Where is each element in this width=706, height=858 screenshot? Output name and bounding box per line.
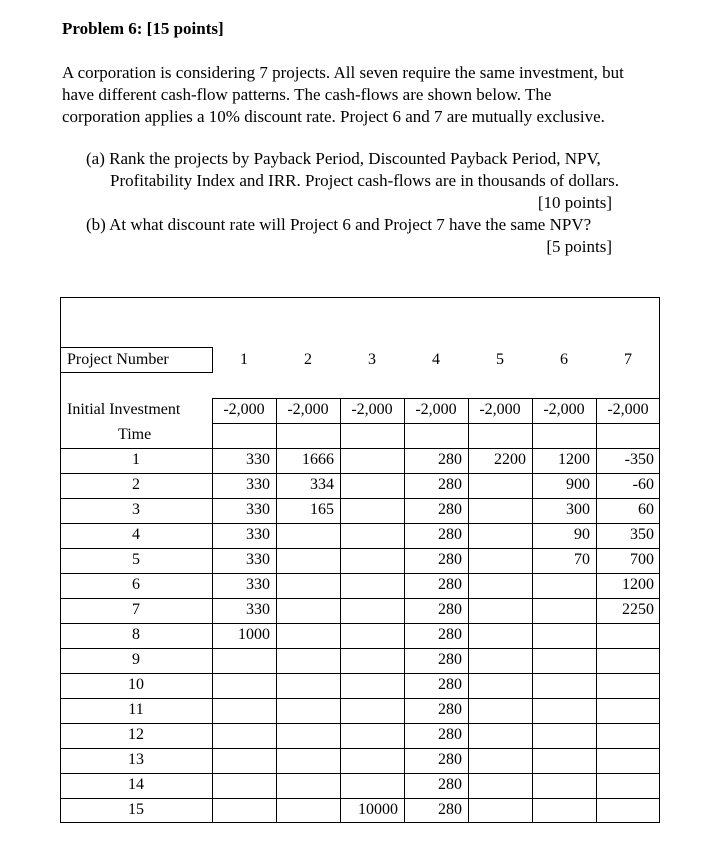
grid-hline: [60, 748, 660, 749]
cash-flow-cell: 2250: [622, 601, 654, 618]
cash-flow-cell: 70: [574, 551, 590, 568]
grid-hline: [60, 523, 660, 524]
project-number-2: 2: [304, 351, 312, 368]
grid-hline: [212, 423, 660, 424]
cash-flow-cell: 700: [630, 551, 654, 568]
cash-flow-cell: 350: [630, 526, 654, 543]
time-cell: 8: [132, 626, 140, 643]
intro-line-2: have different cash-flow patterns. The cash-flows are shown below. The: [62, 85, 552, 104]
time-cell: 2: [132, 476, 140, 493]
cash-flow-cell: 330: [246, 551, 270, 568]
time-cell: 6: [132, 576, 140, 593]
cash-flow-cell: 280: [438, 651, 462, 668]
grid-hline: [60, 698, 660, 699]
grid-hline: [60, 822, 660, 823]
project-number-6: 6: [560, 351, 568, 368]
grid-hline: [60, 448, 660, 449]
cash-flow-cell: 60: [638, 501, 654, 518]
cash-flow-cell: 90: [574, 526, 590, 543]
initial-investment-1: -2,000: [223, 401, 265, 418]
part-a-line-1: (a) Rank the projects by Payback Period, Discounted Payback Period, NPV,: [86, 149, 601, 168]
initial-investment-5: -2,000: [479, 401, 521, 418]
cash-flow-cell: 280: [438, 726, 462, 743]
project-number-label: Project Number: [67, 351, 169, 368]
project-number-7: 7: [624, 351, 632, 368]
time-cell: 12: [128, 726, 144, 743]
grid-hline: [60, 648, 660, 649]
cash-flow-cell: 280: [438, 526, 462, 543]
cash-flow-cell: 1200: [622, 576, 654, 593]
part-a-line-2: Profitability Index and IRR. Project cash-flows are in thousands of dollars.: [110, 171, 619, 190]
time-label: Time: [118, 426, 152, 443]
intro-line-3: corporation applies a 10% discount rate. Project 6 and 7 are mutually exclusive.: [62, 107, 605, 126]
cash-flow-cell: 1200: [558, 451, 590, 468]
time-cell: 14: [128, 776, 144, 793]
cash-flow-cell: 280: [438, 626, 462, 643]
cash-flow-cell: 165: [310, 501, 334, 518]
initial-investment-3: -2,000: [351, 401, 393, 418]
cash-flow-cell: 280: [438, 801, 462, 818]
initial-investment-2: -2,000: [287, 401, 329, 418]
time-cell: 5: [132, 551, 140, 568]
time-cell: 1: [132, 451, 140, 468]
cash-flow-cell: -60: [632, 476, 654, 493]
grid-hline: [60, 498, 660, 499]
grid-hline: [60, 673, 660, 674]
intro-line-1: A corporation is considering 7 projects. All seven require the same investment, but: [62, 63, 624, 82]
grid-hline: [60, 548, 660, 549]
time-cell: 11: [128, 701, 144, 718]
grid-hline: [60, 623, 660, 624]
project-number-5: 5: [496, 351, 504, 368]
part-b-points: [5 points]: [546, 237, 612, 256]
cash-flow-cell: 280: [438, 776, 462, 793]
cash-flow-cell: 280: [438, 751, 462, 768]
cash-flow-cell: 280: [438, 701, 462, 718]
time-cell: 10: [128, 676, 144, 693]
grid-hline: [60, 598, 660, 599]
cash-flow-cell: 280: [438, 576, 462, 593]
part-b-line-1: (b) At what discount rate will Project 6 and Project 7 have the same NPV?: [86, 215, 592, 234]
time-cell: 15: [128, 801, 144, 818]
grid-hline: [60, 723, 660, 724]
cash-flow-cell: 330: [246, 501, 270, 518]
cash-flow-cell: 334: [310, 476, 334, 493]
grid-hline: [60, 773, 660, 774]
cash-flow-cell: 10000: [358, 801, 398, 818]
grid-hline: [212, 398, 660, 399]
cash-flow-cell: 280: [438, 676, 462, 693]
initial-investment-label: Initial Investment: [67, 401, 181, 418]
cash-flow-cell: 900: [566, 476, 590, 493]
grid-hline: [60, 573, 660, 574]
cash-flow-cell: -350: [624, 451, 654, 468]
grid-hline: [60, 473, 660, 474]
cash-flow-cell: 2200: [494, 451, 526, 468]
time-cell: 13: [128, 751, 144, 768]
initial-investment-4: -2,000: [415, 401, 457, 418]
part-a-points: [10 points]: [537, 193, 612, 212]
cash-flow-cell: 330: [246, 526, 270, 543]
cash-flow-cell: 330: [246, 476, 270, 493]
time-cell: 4: [132, 526, 140, 543]
cash-flow-cell: 330: [246, 576, 270, 593]
cash-flow-cell: 300: [566, 501, 590, 518]
project-number-3: 3: [368, 351, 376, 368]
cash-flow-cell: 280: [438, 501, 462, 518]
cash-flow-cell: 280: [438, 476, 462, 493]
problem-title: Problem 6: [15 points]: [62, 19, 224, 38]
time-cell: 9: [132, 651, 140, 668]
cash-flow-cell: 280: [438, 601, 462, 618]
grid-hline: [60, 798, 660, 799]
time-cell: 7: [132, 601, 140, 618]
cash-flow-cell: 1666: [302, 451, 334, 468]
cash-flow-cell: 1000: [238, 626, 270, 643]
grid-vline: [340, 398, 341, 822]
project-number-4: 4: [432, 351, 440, 368]
cash-flow-cell: 280: [438, 551, 462, 568]
cash-flow-cell: 330: [246, 601, 270, 618]
cash-flow-cell: 330: [246, 451, 270, 468]
cash-flow-cell: 280: [438, 451, 462, 468]
initial-investment-6: -2,000: [543, 401, 585, 418]
initial-investment-7: -2,000: [607, 401, 649, 418]
time-cell: 3: [132, 501, 140, 518]
project-number-1: 1: [240, 351, 248, 368]
